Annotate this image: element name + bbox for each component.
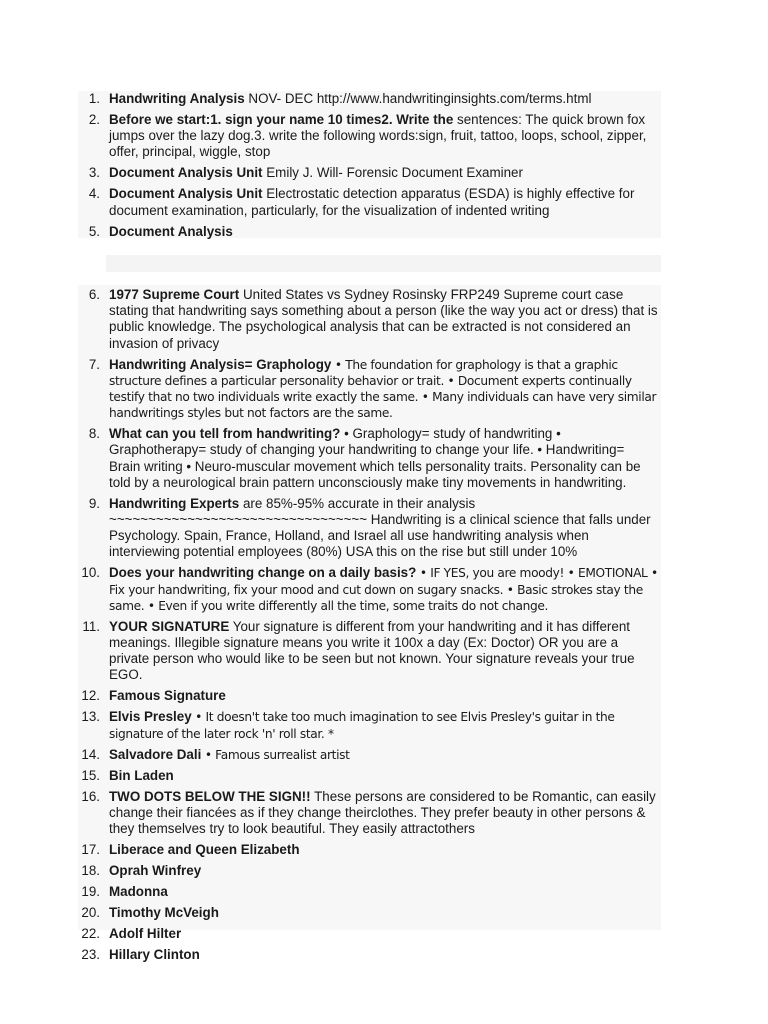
list-item-20 [78, 905, 658, 921]
list-item-8 [78, 426, 658, 491]
item-number: 13. [81, 709, 100, 725]
list-item-23 [78, 947, 658, 963]
item-number: 12. [81, 688, 100, 704]
list-item-7 [78, 357, 658, 422]
item-text: • IF YES, you are moody! • EMOTIONAL • Fix your handwriting, fix your mood and cut down on sugary snacks. • Basic strokes stay the same. • Even if you write differently all the time, some traits do not change. [109, 566, 658, 613]
list-item-15 [78, 768, 658, 784]
item-heading: Liberace and Queen Elizabeth [109, 842, 300, 858]
list-item-12 [78, 688, 658, 704]
item-heading: What can you tell from handwriting? [109, 426, 341, 442]
item-number: 20. [81, 905, 100, 921]
item-number: 22. [81, 926, 100, 942]
item-text: Electrostatic detection apparatus (ESDA) is highly effective for document examination, particularly, for the visualization of indented writing [109, 186, 635, 218]
item-number: 11. [82, 618, 100, 634]
list-item-1 [78, 91, 658, 107]
item-text: • Famous surrealist artist [201, 747, 350, 762]
item-heading: Bin Laden [109, 767, 174, 783]
list-item-19 [78, 884, 658, 900]
item-heading: Document Analysis Unit [109, 186, 263, 202]
list-item-14 [78, 747, 658, 763]
item-heading: Adolf Hilter [109, 926, 182, 942]
item-number: 2. [88, 112, 100, 127]
item-number: 3. [88, 165, 100, 181]
list-item-10 [78, 565, 658, 614]
item-heading: Salvadore Dali [109, 746, 202, 762]
outline-list-bottom [78, 287, 658, 968]
list-item-18 [78, 863, 658, 879]
item-number: 7. [88, 356, 100, 372]
item-heading: Document Analysis [109, 223, 233, 239]
outline-list-top [78, 91, 658, 245]
item-heading: Hillary Clinton [109, 947, 200, 963]
item-text: • The foundation for graphology is that a graphic structure defines a particular personality behavior or trait. • Document experts continually testify that no two individuals write exactly the same. • Many individuals can have very similar handwritings styles but not factors are the same. [109, 357, 657, 421]
item-number: 14. [81, 746, 100, 762]
item-heading: Famous Signature [109, 688, 226, 704]
item-heading: TWO DOTS BELOW THE SIGN!! [109, 788, 311, 804]
item-heading: Before we start:1. sign your name 10 times2. Write the [109, 112, 454, 127]
item-heading: 1977 Supreme Court [109, 287, 240, 302]
item-text: sentences: The quick brown fox jumps over the lazy dog.3. write the following words:sign, fruit, tattoo, loops, school, zipper, offer, principal, wiggle, stop [109, 112, 647, 160]
item-text: Emily J. Will- Forensic Document Examiner [262, 165, 523, 181]
item-heading: Handwriting Analysis [109, 91, 245, 106]
list-item-5 [78, 224, 658, 240]
item-number: 23. [81, 947, 100, 963]
item-number: 19. [81, 884, 100, 900]
list-item-3 [78, 165, 658, 181]
item-heading: Oprah Winfrey [109, 863, 202, 879]
item-text: • Graphology= study of handwriting • Graphotherapy= study of changing your handwriting to change your life. • Handwriting= Brain writing • Neuro-muscular movement which tells personality traits. Personality can be told by a neurological brain pattern unconsciously make tiny movements in handwriting. [109, 426, 641, 490]
item-text: • It doesn't take too much imagination to see Elvis Presley's guitar in the signature of the later rock 'n' roll star. * [109, 710, 615, 741]
item-number: 8. [88, 426, 100, 442]
item-number: 6. [88, 287, 100, 302]
item-heading: Madonna [109, 884, 168, 900]
list-item-22 [78, 926, 658, 942]
list-item-4 [78, 186, 658, 218]
item-text: These persons are considered to be Romantic, can easily change their fiancées as if they change theirclothes. They prefer beauty in other persons & they themselves try to look beautiful. They easily attractothers [109, 788, 656, 837]
item-number: 15. [81, 767, 100, 783]
item-text: NOV- DEC http://www.handwritinginsights.com/terms.html [244, 91, 592, 106]
item-heading: Document Analysis Unit [109, 165, 263, 181]
item-number: 4. [88, 186, 100, 202]
item-number: 18. [81, 863, 100, 879]
blank-band [106, 255, 661, 272]
item-number: 16. [81, 788, 100, 804]
list-item-13 [78, 709, 658, 741]
item-number: 10. [81, 565, 100, 581]
item-heading: Does your handwriting change on a daily basis? [109, 565, 417, 581]
item-number: 17. [81, 842, 100, 858]
item-text: United States vs Sydney Rosinsky FRP249 Supreme court case stating that handwriting says something about a person (like the way you act or dress) that is public knowledge. The psychological analysis that can be extracted is not considered an invasion of privacy [109, 287, 658, 351]
item-heading: Handwriting Experts [109, 495, 240, 511]
item-number: 5. [88, 223, 100, 239]
list-item-6 [78, 287, 658, 352]
list-item-9 [78, 496, 658, 561]
list-item-11 [78, 619, 658, 684]
list-item-2 [78, 112, 658, 161]
item-heading: YOUR SIGNATURE [109, 618, 230, 634]
item-heading: Elvis Presley [109, 709, 192, 725]
item-text: are 85%-95% accurate in their analysis ~~~~~~~~~~~~~~~~~~~~~~~~~~~~~~~~~ Handwriting is a clinical science that falls under Psychology. Spain, France, Holland, and Israel all use handwriting analysis when interviewing potential employees (80%) USA this on the rise but still under 10% [109, 495, 651, 560]
item-number: 1. [88, 91, 100, 106]
list-item-16 [78, 789, 658, 838]
item-text: Your signature is different from your handwriting and it has different meanings. Illegible signature means you write it 100x a day (Ex: Doctor) OR you are a private person who would like to be seen but not known. Your signature reveals your true EGO. [109, 618, 635, 683]
list-item-17 [78, 842, 658, 858]
item-heading: Handwriting Analysis= Graphology [109, 356, 332, 372]
item-number: 9. [88, 495, 100, 511]
item-heading: Timothy McVeigh [109, 905, 219, 921]
